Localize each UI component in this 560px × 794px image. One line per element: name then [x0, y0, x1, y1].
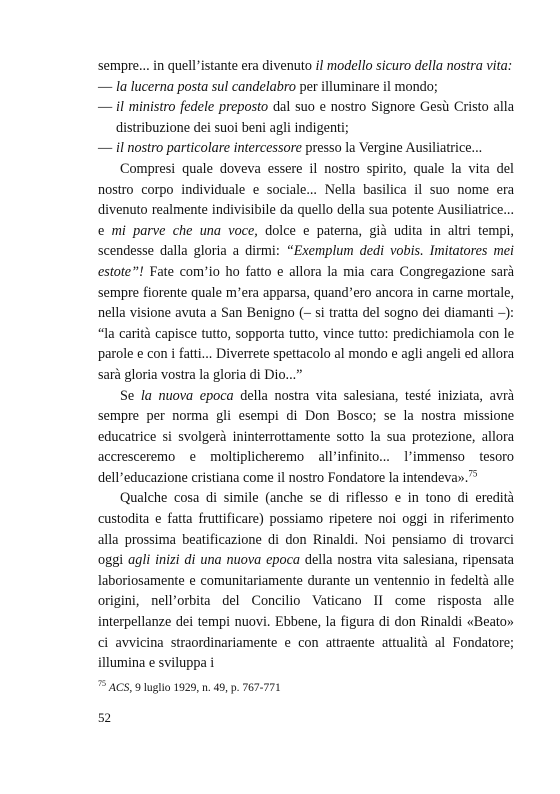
footnote-number: 75 — [98, 679, 106, 689]
list-item-text: per illuminare il mondo; — [295, 78, 438, 95]
paragraph-2-text-a: Compresi quale doveva essere il nostro spirito, quale la vita del nostro corpo individuale e sociale... Nella basilica il suo nome era divenuto realmente indivisibile da quello della sua potente Ausiliatrice... e — [98, 160, 514, 239]
footnote-source: ACS, — [108, 682, 133, 694]
paragraph-2-emphasis-2: “Exemplum dedi vobis. Imitatores mei estote”! — [98, 243, 514, 280]
footnote-reference: 75 — [468, 468, 478, 479]
paragraph-3 — [98, 386, 514, 489]
paragraph-4 — [98, 488, 514, 673]
list-item-text: presso la Vergine Ausiliatrice... — [301, 140, 483, 157]
list-item-emphasis: il nostro particolare intercessore — [116, 140, 302, 157]
paragraph-3-emphasis: la nuova epoca — [140, 387, 234, 404]
paragraph-2-emphasis-1: mi parve che una voce, — [111, 222, 258, 239]
paragraph-3-text-b: della nostra vita salesiana, testé iniziata, avrà sempre per norma gli esempi di Don Bosco; se la nostra missione educatrice si svolgerà ininterrottamente sotto la sua protezione, allora accresceremo e moltiplicheremo all’infinito... l’immenso tesoro dell’educazione cristiana come il nostro Fondatore la intendeva». — [98, 387, 515, 486]
footnote — [98, 680, 514, 696]
list-item — [98, 97, 514, 138]
paragraph-4-text-b: della nostra vita salesiana, ripensata laboriosamente e comunitariamente durante un ventennio in fedeltà alle origini, nell’orbita del Concilio Vaticano II come risposta alle interpellanze dei tempi nuovi. Ebbene, la figura di don Rinaldi «Beato» ci avvicina straordinariamente e con attraente attualità al Fondatore; illumina e sviluppa i — [98, 552, 514, 672]
footnote-text: 9 luglio 1929, n. 49, p. 767-771 — [132, 682, 281, 694]
paragraph-1-text: sempre... in quell’istante era divenuto — [98, 58, 316, 74]
paragraph-2 — [98, 159, 514, 386]
quote-list — [98, 77, 514, 159]
dash-marker: — — [98, 99, 113, 116]
list-item — [98, 77, 514, 98]
paragraph-1 — [98, 56, 514, 77]
list-item — [98, 138, 514, 159]
paragraph-2-text-c: Fate com’io ho fatto e allora la mia cara Congregazione sarà sempre fiorente quale m’era apparsa, quand’ero ancora in carne mortale, nella visione avuta a San Benigno (– si tratta del sogno dei diamanti –): “la carità capisce tutto, sopporta tutto, vince tutto: predichiamola con le parole e con i fatti... Diverrete spettacolo al mondo e agli angeli ed allora sarà gloria vostra la gloria di Dio...” — [98, 263, 514, 383]
dash-marker: — — [98, 78, 113, 95]
paragraph-1-emphasis: il modello sicuro della nostra vita: — [315, 58, 513, 74]
list-item-emphasis: la lucerna posta sul candelabro — [116, 78, 296, 95]
body-text — [98, 56, 514, 674]
paragraph-3-text-a: Se — [120, 387, 141, 404]
paragraph-4-emphasis: agli inizi di una nuova epoca — [128, 552, 300, 569]
paragraph-2-text-b: dolce e paterna, già udita in altri tempi, scendesse dalla gloria a dirmi: — [98, 222, 514, 260]
list-item-emphasis: il ministro fedele preposto — [116, 99, 269, 116]
dash-marker: — — [98, 140, 113, 157]
page-number: 52 — [98, 710, 111, 725]
list-item-text: dal suo e nostro Signore Gesù Cristo alla distribuzione dei suoi beni agli indigenti; — [116, 99, 515, 136]
paragraph-4-text-a: Qualche cosa di simile (anche se di riflesso e in tono di eredità custodita e fatta fruttificare) possiamo ripetere noi oggi in riferimento alla prossima beatificazione di don Rinaldi. Noi pensiamo di trovarci oggi — [98, 490, 514, 569]
